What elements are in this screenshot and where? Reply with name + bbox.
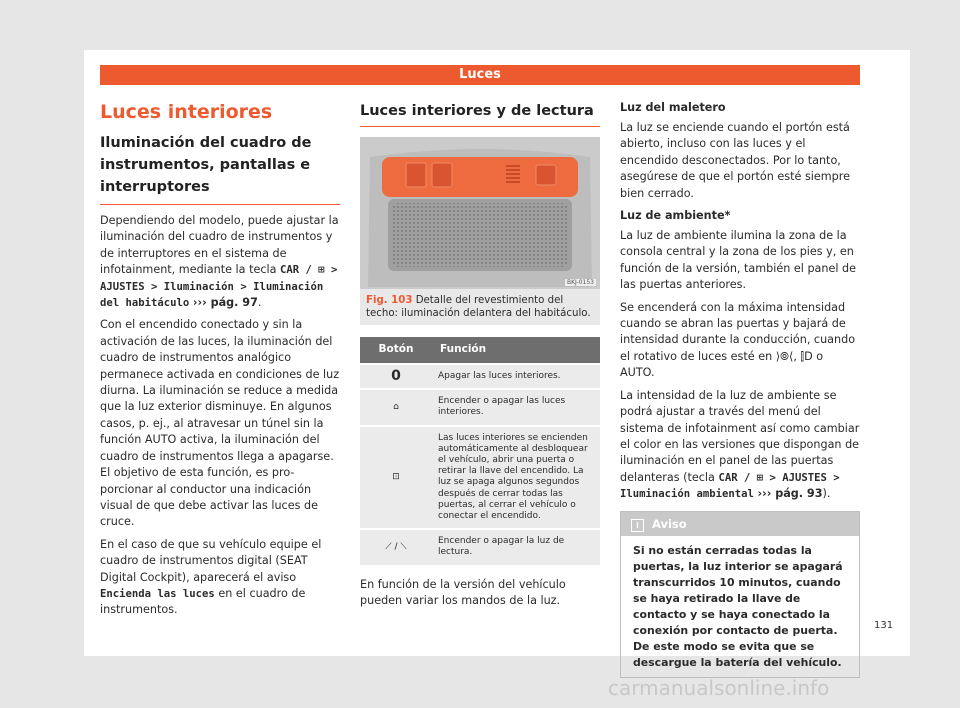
ambient-light-title: Luz de ambiente* — [620, 209, 731, 223]
page-reference[interactable]: ››› pág. 97 — [192, 296, 258, 310]
cockpit-message: Encienda las luces — [100, 587, 215, 600]
notice-body: Si no están cerradas todas la puertas, la luz interior se apagará transcurridos 10 minutos, cuando se haya retirado la llave de contacto y se haya conectado la conexión por contacto de puerta. De este modo se evita que se descargue la batería del vehículo. — [633, 543, 843, 669]
table-row: ⟋ / ⟍ Encender o apagar la luz de lectura. — [360, 529, 600, 564]
page-reference[interactable]: ››› pág. 93 — [757, 487, 823, 501]
paragraph-3: En el caso de que su vehículo equipe el cuadro de instrumentos digital (SEAT Digital Cockpit), aparecerá el aviso Encienda las luces en el cuadro de instrumentos. — [100, 537, 322, 617]
column-middle — [360, 100, 600, 615]
column-right — [620, 100, 860, 678]
paragraph-2: Con el encendido conectado y sin la activación de las luces, la iluminación del cuadro de instrumentos analógico permanece activada en condiciones de luz diurna. La iluminación se reduce a medida que la luz exterior disminuye. En algunos casos, p. ej., al atravesar un túnel sin la función AUTO activa, la iluminación del cuadro de instrumentos llega a apagarse. El objetivo de esta función, es proporcionar al conductor una indicación visual de que debe activar las luces de cruce. — [100, 318, 340, 529]
subsection-title: Iluminación del cuadro de instrumentos, pantallas e interruptores — [100, 132, 340, 205]
menu-path: CAR / ⊞ > AJUSTES > Iluminación ambiental — [620, 471, 840, 501]
paragraph-1: Dependiendo del modelo, puede ajustar la iluminación del cuadro de instrumentos y de interruptores en el sistema de infotainment, mediante la tecla CAR / ⊞ > AJUSTES > Iluminación > Iluminación del habitáculo ››› pág. 97. — [100, 214, 339, 310]
trunk-light-title: Luz del maletero — [620, 101, 726, 114]
table-row: ⊡ Las luces interiores se encienden automáticamente al desbloquear el vehículo, abrir una puerta o retirar la llave del encendido. La luz se apaga algunos segundos después de cerrar todas las puertas, al cerrar el vehículo o conectar el encendido. — [360, 426, 600, 530]
roof-light-figure — [360, 137, 600, 289]
subsection-title-2: Luces interiores y de lectura — [360, 100, 600, 127]
table-row: 0 Apagar las luces interiores. — [360, 364, 600, 389]
table-header-button: Botón — [360, 337, 432, 364]
section-header: Luces — [100, 65, 860, 85]
table-row: ⌂ Encender o apagar las luces interiores. — [360, 389, 600, 425]
page-number: 131 — [874, 620, 894, 631]
function-table — [360, 337, 600, 565]
trunk-light-text: La luz se enciende cuando el portón está abierto, incluso con las luces y el encendido desconectados. Por lo tanto, asegúrese de que el portón esté siempre bien cerrado. — [620, 121, 850, 200]
figure-caption: Fig. 103 Detalle del revestimiento del techo: iluminación delantera del habitáculo. — [360, 289, 600, 325]
ambient-light-settings: La intensidad de la luz de ambiente se podrá ajustar a través del menú del sistema de infotainment así como cambiar el color en las versiones que dispongan de iluminación en el panel de las puertas delanteras (tecla CAR / ⊞ > AJUSTES > Iluminación ambiental ››› pág. 93). — [620, 388, 860, 501]
section-title: Luces interiores — [100, 101, 273, 123]
table-header-function: Función — [432, 337, 600, 364]
paragraph-after-table: En función de la versión del vehículo pueden variar los mandos de la luz. — [360, 577, 566, 608]
column-left — [100, 100, 340, 625]
info-icon: i — [631, 519, 644, 532]
roof-console-illustration — [360, 137, 600, 289]
watermark: carmanualsonline.info — [608, 676, 830, 700]
ambient-light-intensity: Se encenderá con la máxima intensidad cuando se abran las puertas y bajará de intensidad durante la conducción, cuando el rotativo de luces esté en ⟩⦾⟨, ⫿D o AUTO. — [620, 300, 856, 380]
notice-box — [620, 511, 860, 678]
figure-code: BKJ-0153 — [566, 279, 594, 286]
reading-light-icon: ⟋ / ⟍ — [360, 529, 432, 564]
off-icon: 0 — [360, 364, 432, 389]
menu-path: CAR / ⊞ > AJUSTES > Iluminación > Iluminación del habitáculo — [100, 264, 338, 310]
interior-light-icon: ⌂ — [360, 389, 432, 425]
door-contact-icon: ⊡ — [360, 426, 432, 530]
ambient-light-text: La luz de ambiente ilumina la zona de la consola central y la zona de los pies y, en función de la versión, también el panel de las puertas anteriores. — [620, 229, 857, 292]
notice-header: i Aviso — [621, 512, 859, 536]
